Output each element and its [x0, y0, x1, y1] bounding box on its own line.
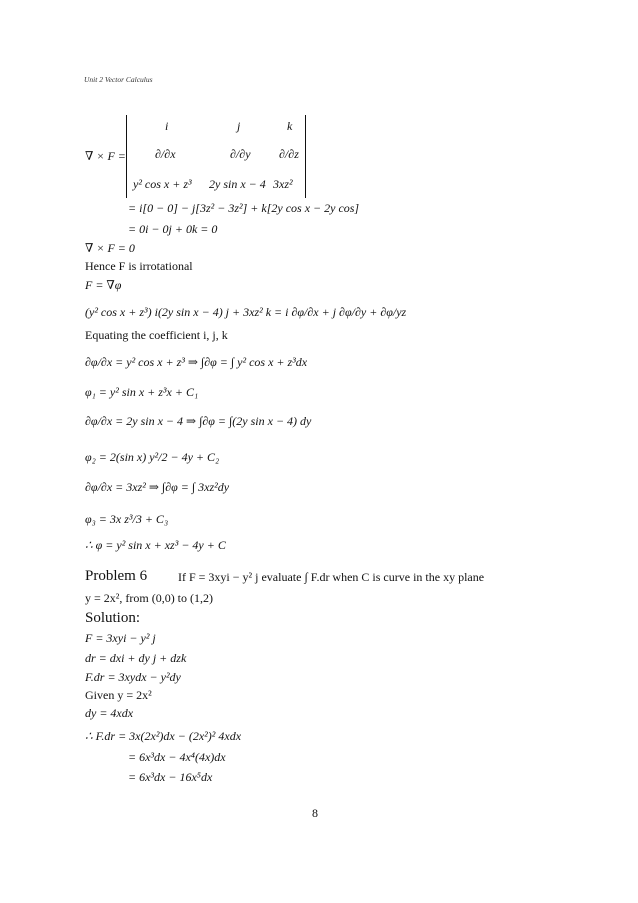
- running-header: Unit 2 Vector Calculus: [84, 75, 153, 84]
- phi-z-equation: ∂φ/∂x = 3xz² ⇒ ∫∂φ = ∫ 3xz²dy: [85, 480, 230, 494]
- curl-lhs: ∇ × F =: [85, 149, 126, 163]
- gradient-equation: F = ∇φ: [85, 278, 122, 292]
- solution-line-7: = 6x³dx − 4x⁴(4x)dx: [128, 750, 226, 764]
- det-partial-x: ∂/∂x: [155, 147, 176, 161]
- phi2-result: φ₂ = 2(sin x) y²/2 − 4y + C₂: [85, 450, 220, 464]
- expansion-result: = 0i − 0j + 0k = 0: [128, 222, 218, 236]
- irrotational-statement: Hence F is irrotational: [85, 259, 193, 273]
- solution-line-8: = 6x³dx − 16x⁵dx: [128, 770, 213, 784]
- phi-x-equation: ∂φ/∂x = y² cos x + z³ ⇒ ∫∂φ = ∫ y² cos x + z³dx: [85, 355, 308, 369]
- det-i: i: [165, 119, 169, 133]
- det-partial-y: ∂/∂y: [230, 147, 251, 161]
- solution-line-1: F = 3xyi − y² j: [85, 631, 156, 645]
- solution-line-2: dr = dxi + dy j + dzk: [85, 651, 187, 665]
- det-partial-z: ∂/∂z: [279, 147, 299, 161]
- curl-zero: ∇ × F = 0: [85, 241, 135, 255]
- phi3-result: φ₃ = 3x z³/3 + C₃: [85, 512, 169, 526]
- solution-line-5: dy = 4xdx: [85, 706, 134, 720]
- potential-function: ∴ φ = y² sin x + xz³ − 4y + C: [85, 538, 226, 552]
- determinant: [126, 115, 306, 198]
- solution-line-3: F.dr = 3xydx − y²dy: [85, 670, 181, 684]
- solution-line-6: ∴ F.dr = 3x(2x²)dx − (2x²)² 4xdx: [85, 729, 242, 743]
- problem-statement-curve: y = 2x², from (0,0) to (1,2): [85, 591, 214, 605]
- solution-heading: Solution:: [85, 610, 141, 626]
- phi1-result: φ₁ = y² sin x + z³x + C₁: [85, 385, 199, 399]
- det-r: 3xz²: [273, 177, 293, 191]
- det-k: k: [287, 119, 293, 133]
- phi-y-equation: ∂φ/∂x = 2y sin x − 4 ⇒ ∫∂φ = ∫(2y sin x − 4) dy: [85, 414, 312, 428]
- problem-statement: If F = 3xyi − y² j evaluate ∫ F.dr when C is curve in the xy plane: [178, 570, 485, 584]
- solution-line-4: Given y = 2x²: [85, 688, 152, 702]
- det-q: 2y sin x − 4: [209, 177, 266, 191]
- equating-coefficients: Equating the coefficient i, j, k: [85, 328, 228, 342]
- page-number: 8: [312, 806, 318, 820]
- det-j: j: [237, 119, 241, 133]
- component-equation: (y² cos x + z³) i(2y sin x − 4) j + 3xz² k = i ∂φ/∂x + j ∂φ/∂y + ∂φ/yz: [85, 305, 407, 319]
- det-p: y² cos x + z³: [133, 177, 192, 191]
- problem-label: Problem 6: [85, 568, 148, 584]
- expansion-line: = i[0 − 0] − j[3z² − 3z²] + k[2y cos x − 2y cos]: [128, 201, 360, 215]
